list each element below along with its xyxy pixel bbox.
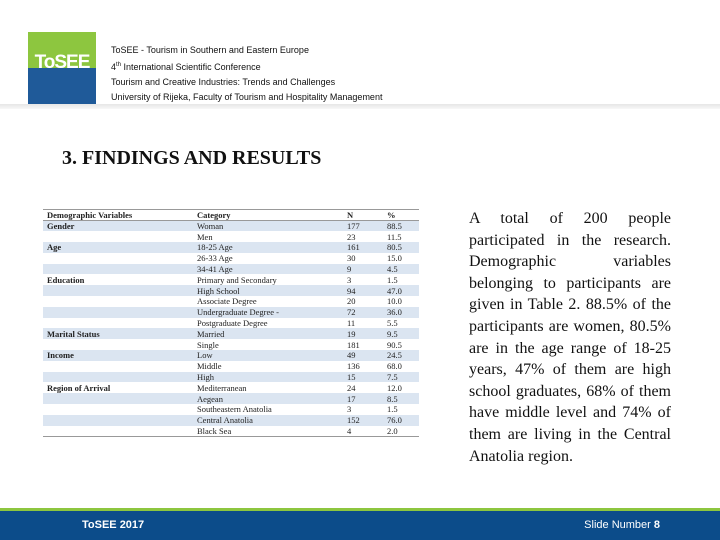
table-row (43, 361, 419, 372)
category-cell: 18-25 Age (193, 242, 343, 253)
category-cell: High School (193, 285, 343, 296)
variable-cell (43, 393, 193, 404)
category-cell: Aegean (193, 393, 343, 404)
header-line-2: 4th International Scientific Conference (111, 62, 261, 72)
percent-cell: 76.0 (383, 415, 419, 426)
percent-cell: 88.5 (383, 221, 419, 232)
table-row (43, 404, 419, 415)
percent-cell: 11.5 (387, 231, 402, 242)
slide-title: 3. FINDINGS AND RESULTS (62, 147, 322, 169)
percent-cell: 1.5 (387, 404, 398, 415)
n-cell: 177 (343, 221, 383, 232)
percent-cell: 68.0 (387, 361, 402, 372)
table-row (43, 274, 419, 285)
category-cell: Married (193, 328, 343, 339)
table-row (43, 242, 419, 253)
n-cell: 181 (347, 339, 360, 350)
percent-cell: 36.0 (383, 307, 419, 318)
percent-cell: 7.5 (383, 372, 419, 383)
n-cell: 23 (347, 231, 356, 242)
variable-cell: Gender (43, 221, 193, 232)
percent-cell: 2.0 (383, 426, 419, 437)
n-cell: 24 (347, 382, 356, 393)
header-divider (0, 104, 720, 109)
n-cell: 3 (347, 274, 352, 285)
table-row (43, 382, 419, 393)
category-cell: Mediterranean (197, 382, 247, 393)
variable-cell (43, 361, 193, 372)
n-cell: 4 (343, 426, 383, 437)
category-cell: Single (197, 339, 219, 350)
variable-cell (43, 285, 193, 296)
header-line-4: University of Rijeka, Faculty of Tourism and Hospitality Management (111, 92, 383, 102)
variable-cell: Income (43, 350, 193, 361)
percent-cell: 15.0 (387, 253, 402, 264)
category-cell: Postgraduate Degree (197, 318, 268, 329)
percent-cell: 4.5 (383, 264, 419, 275)
category-cell: Black Sea (193, 426, 343, 437)
variable-cell: Marital Status (43, 328, 193, 339)
percent-cell: 12.0 (387, 382, 402, 393)
percent-cell: 90.5 (387, 339, 402, 350)
percent-cell: 8.5 (383, 393, 419, 404)
tosee-logo (26, 30, 98, 102)
n-cell: 11 (347, 318, 356, 329)
variable-cell (43, 231, 193, 242)
header-line-3: Tourism and Creative Industries: Trends and Challenges (111, 77, 336, 87)
header-line-1: ToSEE - Tourism in Southern and Eastern Europe (111, 45, 309, 55)
variable-cell (43, 372, 193, 383)
category-cell: 26-33 Age (197, 253, 233, 264)
table-row (43, 339, 419, 350)
table-row (43, 231, 419, 242)
table-row (43, 426, 419, 437)
n-cell: 72 (343, 307, 383, 318)
table-row (43, 415, 419, 426)
n-cell: 20 (347, 296, 356, 307)
category-cell: Associate Degree (197, 296, 257, 307)
category-cell: 34-41 Age (193, 264, 343, 275)
table-row (43, 350, 419, 361)
n-cell: 19 (343, 328, 383, 339)
category-cell: High (193, 372, 343, 383)
demographics-table (43, 209, 419, 437)
slide-number: Slide Number 8 (584, 519, 660, 531)
n-cell: 136 (347, 361, 360, 372)
table-row (43, 393, 419, 404)
footer-label: ToSEE 2017 (82, 519, 145, 531)
variable-cell (43, 404, 193, 415)
variable-cell (43, 426, 193, 437)
table-row (43, 285, 419, 296)
percent-cell: 10.0 (387, 296, 402, 307)
table-row (43, 221, 419, 232)
percent-cell: 47.0 (383, 285, 419, 296)
category-cell: Undergraduate Degree - (193, 307, 343, 318)
table-row (43, 372, 419, 383)
table-row (43, 307, 419, 318)
n-cell: 9 (343, 264, 383, 275)
variable-cell (43, 339, 193, 350)
category-cell: Southeastern Anatolia (197, 404, 272, 415)
variable-cell (43, 415, 193, 426)
n-cell: 152 (343, 415, 383, 426)
variable-cell: Age (43, 242, 193, 253)
variable-cell (43, 296, 193, 307)
table-row (43, 328, 419, 339)
percent-cell: 5.5 (387, 318, 398, 329)
category-cell: Middle (197, 361, 222, 372)
percent-cell: 24.5 (383, 350, 419, 361)
table-row (43, 318, 419, 329)
variable-cell (43, 264, 193, 275)
n-cell: 17 (343, 393, 383, 404)
table-row (43, 253, 419, 264)
n-cell: 3 (347, 404, 352, 415)
category-cell: Men (197, 231, 213, 242)
percent-cell: 1.5 (387, 274, 398, 285)
category-cell: Woman (193, 221, 343, 232)
n-cell: 49 (343, 350, 383, 361)
variable-cell: Region of Arrival (47, 382, 111, 393)
variable-cell (43, 318, 193, 329)
category-cell: Central Anatolia (193, 415, 343, 426)
conference-header (111, 43, 382, 105)
n-cell: 161 (343, 242, 383, 253)
footer-bar (0, 511, 720, 540)
logo-text: ToSEE (34, 52, 90, 73)
variable-cell: Education (47, 274, 85, 285)
variable-cell (43, 253, 193, 264)
category-cell: Low (193, 350, 343, 361)
percent-cell: 9.5 (383, 328, 419, 339)
n-cell: 94 (343, 285, 383, 296)
findings-paragraph: A total of 200 people participated in the research. Demographic variables belonging to participants are given in Table 2. 88.5% of the participants are women, 80.5% are in the age range of 18-25 years, 47% of them are high school graduates, 68% of them have middle level and 74% of them are living in the Central Anatolia region. (469, 210, 671, 465)
n-cell: 30 (347, 253, 356, 264)
table-row (43, 264, 419, 275)
variable-cell (43, 307, 193, 318)
n-cell: 15 (343, 372, 383, 383)
table-header: Demographic Variables Category N % (43, 210, 419, 221)
table-row (43, 296, 419, 307)
category-cell: Primary and Secondary (197, 274, 277, 285)
percent-cell: 80.5 (383, 242, 419, 253)
